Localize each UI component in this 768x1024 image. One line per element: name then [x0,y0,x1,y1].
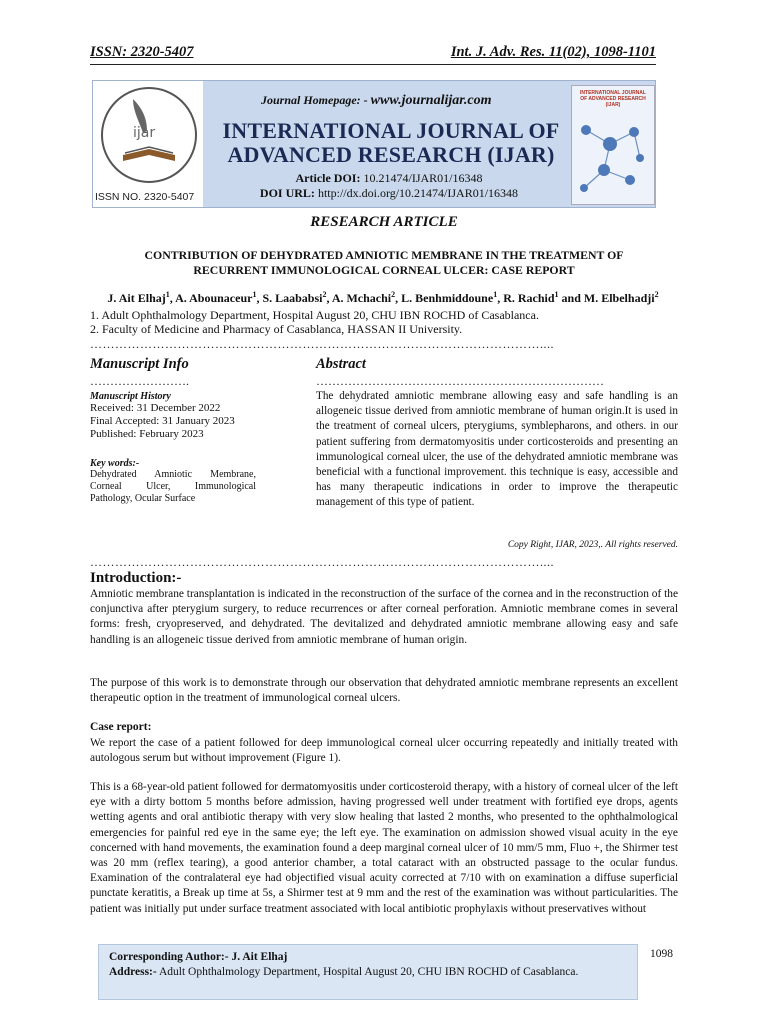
article-doi: 10.21474/IJAR01/16348 [363,171,483,185]
issn-text: ISSN: 2320-5407 [90,44,194,60]
logo-wordmark: ijar [133,125,156,141]
doi-block [219,171,559,201]
case-report-paragraph-2: This is a 68-year-old patient followed for dermatomyositis under corticosteroid therapy, with a history of corneal ulcer of the left eye with a dirty bottom 5 months before admission, having progressed well under treatment with fortified eye drops, agents wetting agents and oral antibiotic therapy with very slow healing that lasted 2 months, who presented to the ophthalmological emergencies for painful red eye in the same eye; the left eye. The examination on admission showed visual acuity in the eye concerned with hand movements, the examination found a deep marginal corneal ulcer of 10 mm/5 mm, Fluo +, the Shirmer test was 20 mm (reflex tearing), a good anterior chamber, a total cataract with an obstructed passage to the ocular fundus. Examination of the contralateral eye had objectified visual acuity corrected at 7/10 with on examination a diffuse superficial punctate keratitis, a Break up time at 5s, a Shirmer test at 9 mm and the rest of the examination was without particularities. The patient was initially put under surface treatment associated with local antibiotic prophylaxis without preservatives without [90,781,678,915]
cover-title: INTERNATIONAL JOURNAL OF ADVANCED RESEARCH (IJAR) [580,90,646,108]
author: A. Mchachi [331,291,392,305]
journal-title-line1: INTERNATIONAL JOURNAL OF [222,118,560,143]
received-date: Received: 31 December 2022 [90,402,221,414]
affiliation-1: 1. Adult Ophthalmology Department, Hospital August 20, CHU IBN ROCHD of Casablanca. [90,308,539,322]
doi-url-label: DOI URL: [259,186,315,200]
case-report-heading: Case report: [90,721,152,733]
author: J. Ait Elhaj [107,291,166,305]
author: A. Abounaceur [175,291,253,305]
header-rule [90,64,656,65]
manuscript-dots: ……………………. [90,374,189,388]
corresponding-author-label: Corresponding Author:- J. Ait Elhaj [109,951,288,963]
journal-title [211,119,571,167]
author-sup: 2 [322,290,327,299]
author: R. Rachid [503,291,555,305]
title-line1: CONTRIBUTION OF DEHYDRATED AMNIOTIC MEMBRANE IN THE TREATMENT OF [144,248,624,262]
article-doi-label: Article DOI: [295,171,361,185]
keywords-label: Key words:- [90,458,140,469]
title-line2: RECURRENT IMMUNOLOGICAL CORNEAL ULCER: CASE REPORT [193,263,575,277]
citation-text: Int. J. Adv. Res. 11(02), 1098-1101 [450,44,656,60]
doi-url-link[interactable]: http://dx.doi.org/10.21474/IJAR01/16348 [317,186,519,200]
address-label: Address:- [109,966,157,978]
author: L. Benhmiddoune [401,291,494,305]
copyright-notice: Copy Right, IJAR, 2023,. All rights reserved. [507,540,678,550]
affiliations [90,308,539,336]
article-title [110,248,658,278]
affiliation-2: 2. Faculty of Medicine and Pharmacy of Casablanca, HASSAN II University. [90,322,463,336]
author-sup: 2 [654,290,659,299]
manuscript-history [90,391,260,441]
journal-banner [92,80,656,208]
running-header [90,44,656,64]
published-date: Published: February 2023 [90,428,204,440]
author: S. Laababsi [262,291,323,305]
article-type: RESEARCH ARTICLE [310,214,458,230]
journal-homepage [261,93,492,109]
author: M. Elbelhadji [583,291,655,305]
author-list: J. Ait Elhaj$^1$, A. Abounaceur$^1$, S. Laababsi$^2$, A. Mchachi$^2$, L. Benhmiddoune$^1$, R. Rachid$^1$ and M. Elbelhadji$^2$ [107,290,659,305]
journal-title-line2: ADVANCED RESEARCH (IJAR) [227,142,555,167]
abstract-text: The dehydrated amniotic membrane allowing easy and safe handling is an allogeneic tissue derived from amniotic membrane of human origin.It is used in the treatment of corneal ulcers, pterygiums, symblepharons, and others. in our patient suffering from dermatomyositis under corticosteroids and presenting an immunological corneal ulcer, the use of the dehydrated amniotic membrane was beneficial with a functional improvement. this technique is easy, accessible and has many therapeutic indications in order to improve the therapeutic management of this type of patient. [316,390,678,509]
keywords-block [90,458,256,505]
author-sup: 1 [554,290,559,299]
history-label: Manuscript History [90,391,171,402]
address-text: Adult Ophthalmology Department, Hospital August 20, CHU IBN ROCHD of Casablanca. [156,966,579,978]
corresponding-author-box [98,944,638,1000]
abstract-heading: Abstract [316,356,366,372]
logo-issn: ISSN NO. 2320-5407 [95,191,195,203]
author-sup: 1 [252,290,257,299]
introduction-heading: Introduction:- [90,570,182,586]
case-report-paragraph-1: We report the case of a patient followed for deep immunological corneal ulcer occurring repeatedly and initially treated with autologous serum but without improvement (Figure 1). [90,737,678,765]
keywords-text: Dehydrated Amniotic Membrane, Corneal Ulcer, Immunological Pathology, Ocular Surface [90,469,256,504]
introduction-paragraph-2: The purpose of this work is to demonstrate through our observation that dehydrated amniotic membrane represents an excellent therapeutic option in the treatment of immunological corneal ulcers. [90,677,678,705]
author-sup: 1 [493,290,498,299]
dotted-separator: ……………………………………………………………………………………………….... [90,555,554,569]
homepage-label: Journal Homepage: - [261,93,371,107]
author-sup: 1 [165,290,170,299]
dotted-separator: ……………………………………………………………………………………………….... [90,337,554,351]
molecule-icon [574,110,652,202]
page-number: 1098 [650,948,673,960]
introduction-paragraph-1: Amniotic membrane transplantation is indicated in the reconstruction of the surface of the cornea and in the reconstruction of the conjunctiva after pterygium surgery, to reduce recurrences or after corneal perforation. Amniotic membrane comes in several forms: fresh, cryopreserved, and dehydrated. The devitalized and dehydrated amniotic membrane allowing easy and safe handling is an allogeneic tissue derived from amniotic membrane of human origin. [90,588,678,646]
abstract-dots: ……………………………………………………………… [316,375,604,388]
journal-logo [93,81,203,207]
journal-cover-image [571,85,655,205]
manuscript-info-heading: Manuscript Info [90,356,189,372]
accepted-date: Final Accepted: 31 January 2023 [90,415,235,427]
homepage-link[interactable]: www.journalijar.com [370,93,492,108]
author-sup: 2 [391,290,396,299]
